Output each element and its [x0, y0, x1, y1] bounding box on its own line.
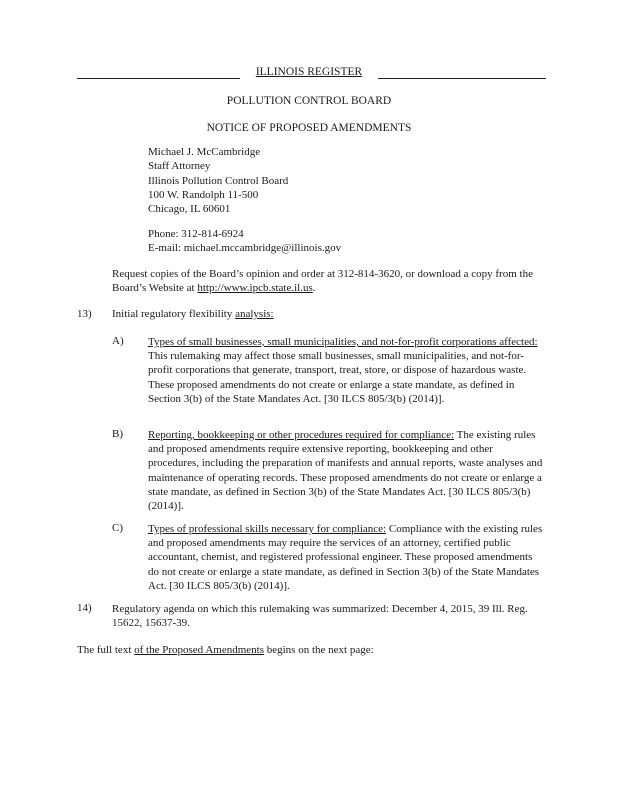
item-14-paragraph: Regulatory agenda on which this rulemaking was summarized: December 4, 2015, 39 Ill. Reg. 15622, 15637-39. — [112, 603, 528, 630]
request-text: Request copies of the Board’s opinion and order at 312-814-3620, or download a copy from the Board’s Website at — [112, 268, 533, 295]
contact-email-label: E-mail: — [148, 242, 181, 255]
contact-phone: Phone: 312-814-6924 — [148, 228, 244, 240]
header-rule-left — [77, 78, 240, 79]
register-title: ILLINOIS REGISTER — [255, 66, 363, 78]
contact-address: 100 W. Randolph 11-500 — [148, 188, 259, 201]
request-paragraph: Request copies of the Board’s opinion and order at 312-814-3620, or download a copy from the Board’s Website at http://www.ipcb.state.il.us. — [112, 268, 533, 295]
item-13a-label: A) — [112, 335, 124, 347]
header-rule-right — [378, 78, 546, 79]
contact-block — [148, 145, 288, 216]
contact-title: Staff Attorney — [148, 160, 211, 173]
item-13c-body: Compliance with the existing rules and proposed amendments may require the services of an attorney, certified public accountant, chemist, and registered professional engineer. These proposed amendments do not create or enlarge a state mandate, as defined in Section 3(b) of the State Mandates Act. [30 ILCS 805/3(b) (2014)]. — [148, 523, 543, 592]
board-website-link[interactable]: http://www.ipcb.state.il.us — [197, 282, 313, 295]
item-13c-paragraph — [148, 522, 544, 593]
item-13a-heading: Types of small businesses, small municipalities, and not-for-profit corporations affected: — [148, 336, 538, 348]
item-13c-label: C) — [112, 522, 123, 534]
contact-email[interactable]: michael.mccambridge@illinois.gov — [183, 242, 342, 255]
item-13b-paragraph — [148, 428, 544, 513]
contact-email-line — [148, 241, 341, 255]
contact-city: Chicago, IL 60601 — [148, 203, 231, 216]
contact-phone-block — [148, 227, 341, 256]
item-13-number: 13) — [77, 308, 92, 320]
item-13c-heading: Types of professional skills necessary for compliance: — [148, 523, 387, 535]
agency-title: POLLUTION CONTROL BOARD — [226, 95, 392, 107]
item-13b-body: The existing rules and proposed amendments require extensive reporting, bookkeeping and other procedures, including the preparation of manifests and annual reports, waste analyses and maintenance of operating records. These proposed amendments do not create or enlarge a state mandate, as defined in Section 3(b) of the State Mandates Act. [30 ILCS 805/3(b) (2014)]. — [148, 429, 543, 513]
full-text-note: The full text of the Proposed Amendments begins on the next page: — [77, 644, 374, 656]
item-13-lead: Initial regulatory flexibility analysis: — [112, 308, 274, 320]
item-14-number: 14) — [77, 602, 92, 614]
contact-name: Michael J. McCambridge — [148, 146, 261, 158]
item-13b-label: B) — [112, 428, 123, 440]
contact-org: Illinois Pollution Control Board — [148, 174, 289, 187]
item-13a-body: This rulemaking may affect those small businesses, small municipalities, and not-for-profit corporations that generate, transport, treat, store, or dispose of hazardous waste. These proposed amendments do not create or enlarge a state mandate, as defined in Section 3(b) of the State Mandates Act. [30 ILCS 805/3(b) (2014)]. — [148, 350, 527, 405]
item-13b-heading: Reporting, bookkeeping or other procedures required for compliance: — [148, 429, 455, 441]
notice-title: NOTICE OF PROPOSED AMENDMENTS — [206, 122, 412, 134]
item-13a-paragraph — [148, 335, 544, 406]
